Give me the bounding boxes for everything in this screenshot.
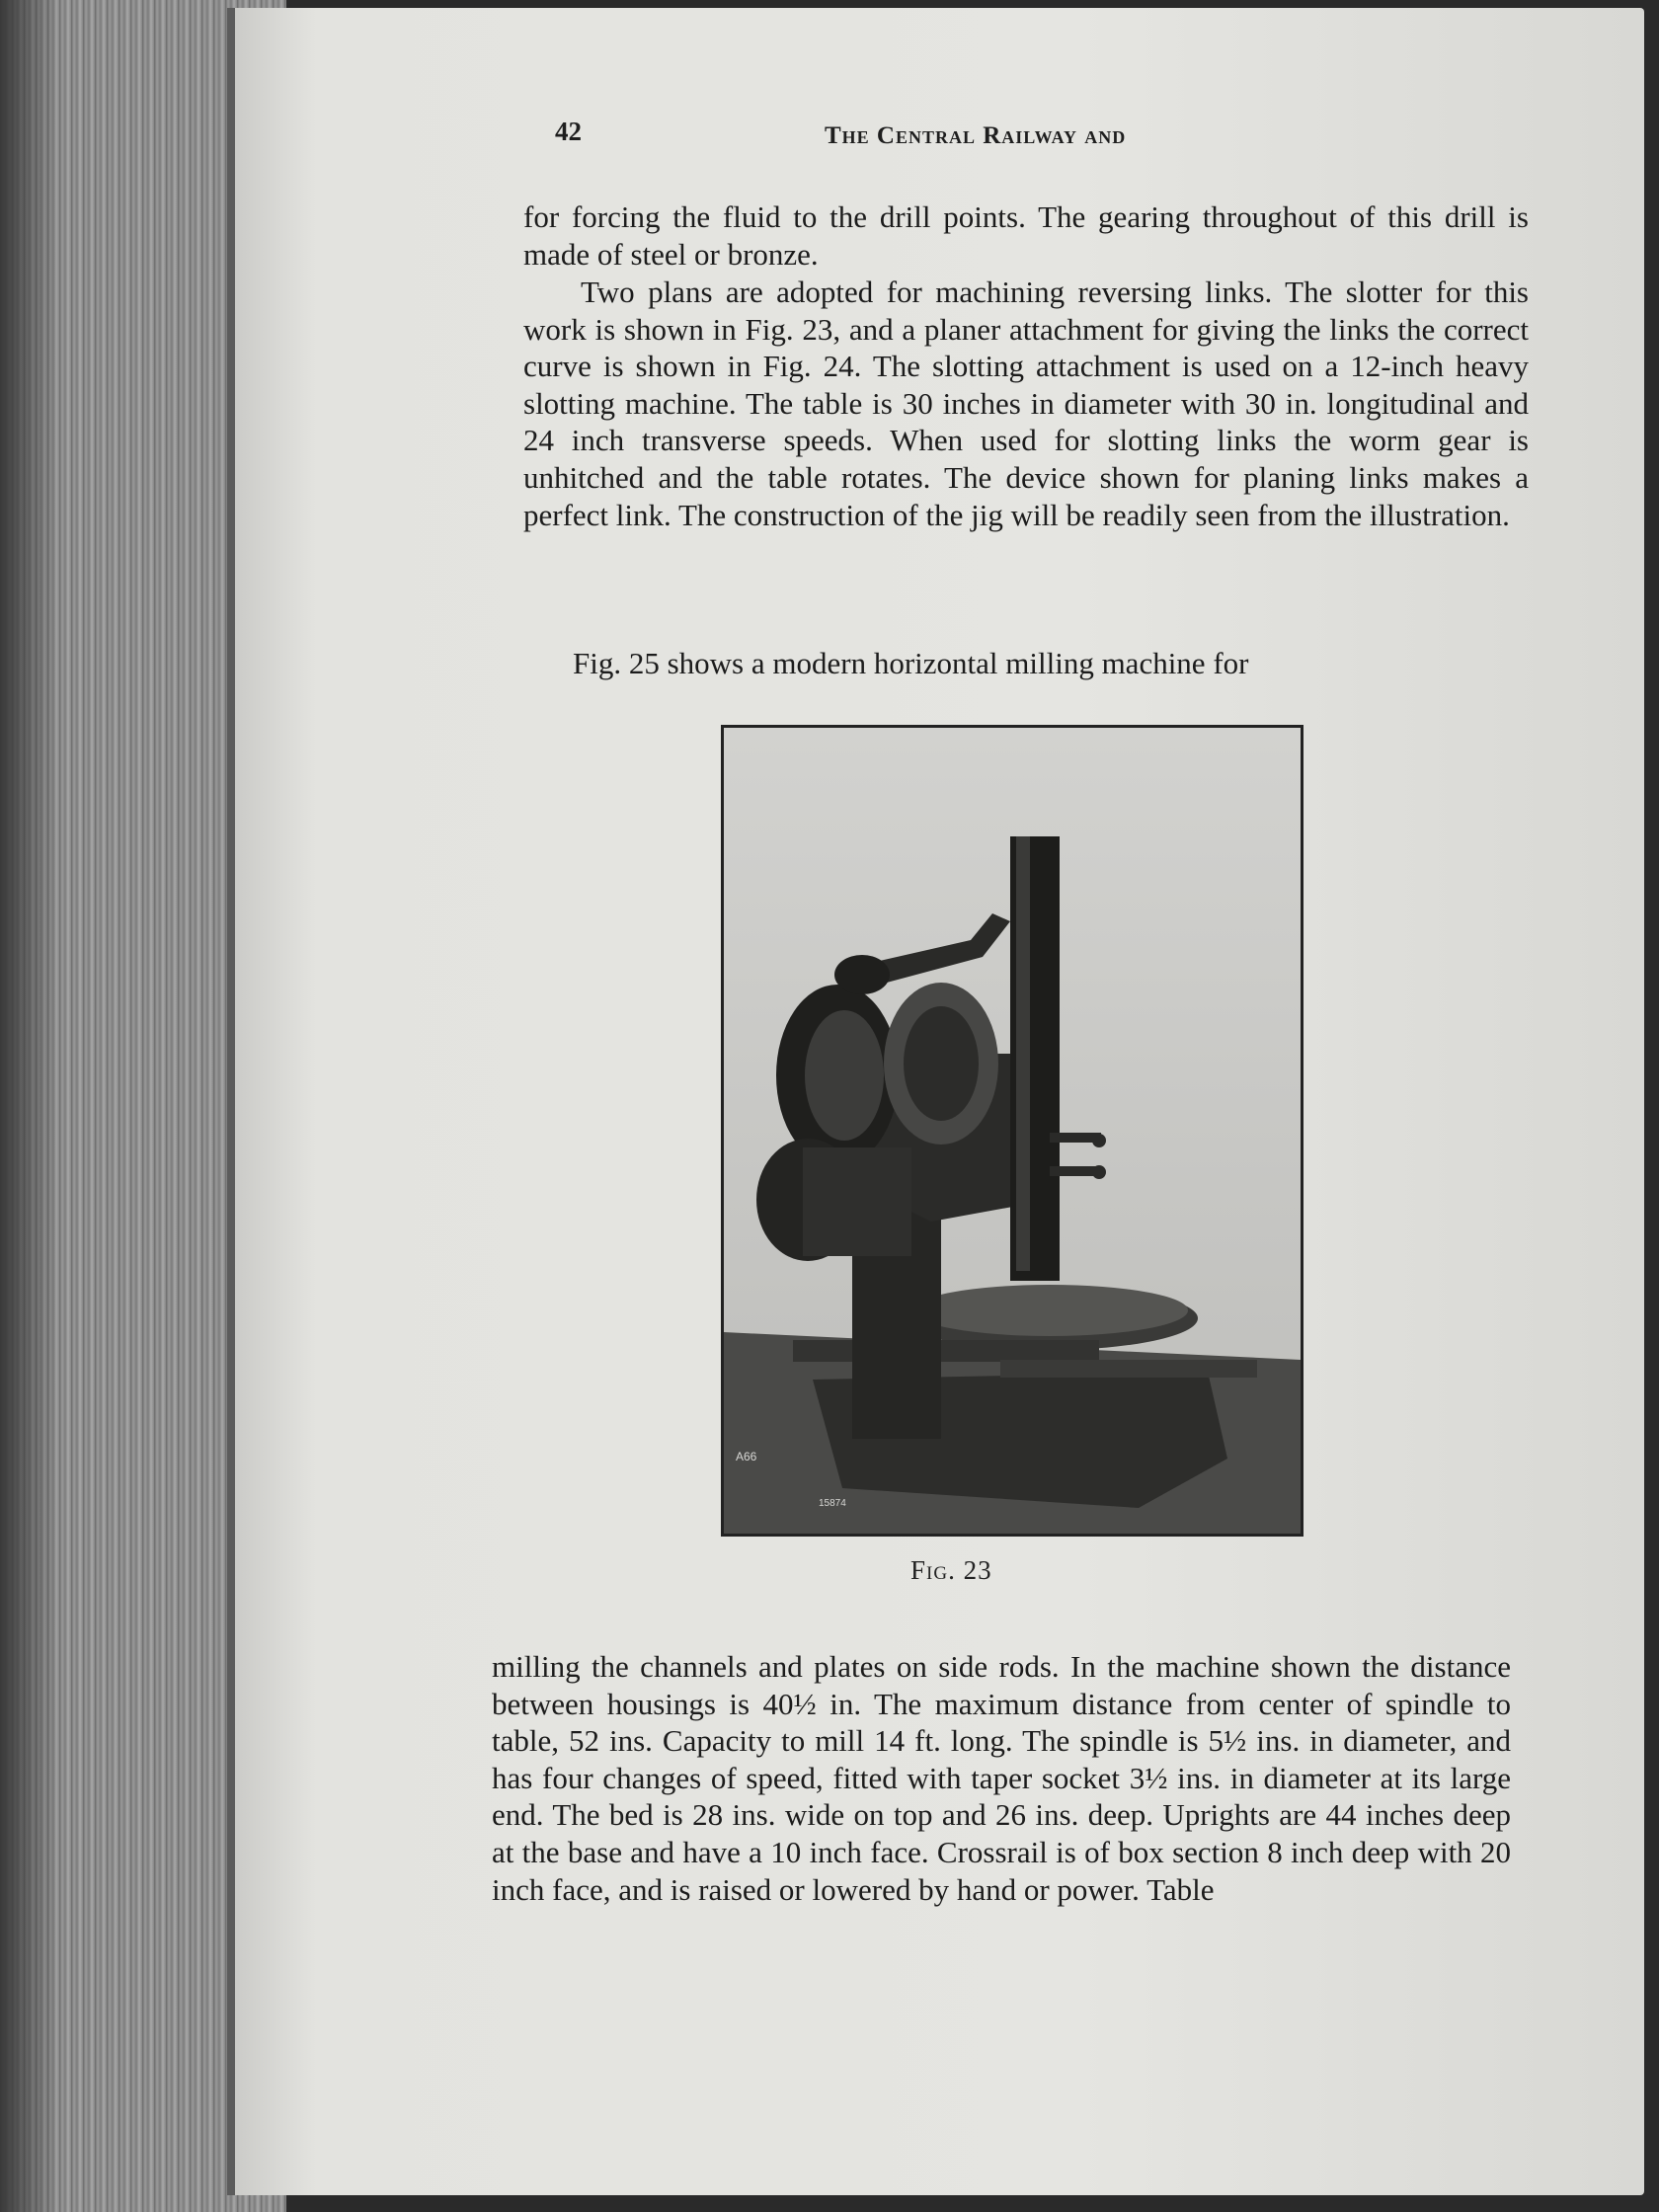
body-paragraph-3: Fig. 25 shows a modern horizontal milling machine for [573, 646, 1249, 680]
slotting-machine-illustration [724, 728, 1301, 1534]
page-number: 42 [555, 117, 582, 146]
running-head: The Central Railway and [825, 122, 1127, 149]
body-paragraph-1: for forcing the fluid to the drill points. The gearing throughout of this drill is made of steel or bronze. [523, 199, 1529, 272]
book-edge-shadow [0, 0, 59, 2212]
figure-caption: Fig. 23 [910, 1555, 992, 1585]
plate-mark-left: A66 [736, 1450, 757, 1463]
body-paragraph-2: Two plans are adopted for machining reversing links. The slotter for this work is shown in Fig. 23, and a planer attachment for giving the links the correct curve is shown in Fig. 24. The slotting attachment is used on a 12-inch heavy slotting machine. The table is 30 inches in diameter with 30 in. longitudinal and 24 inch transverse speeds. When used for slotting links the worm gear is unhitched and the table rotates. The device shown for planing links makes a perfect link. The construction of the jig will be readily seen from the illustration. [523, 275, 1529, 532]
body-paragraph-4: milling the channels and plates on side rods. In the machine shown the distance between housings is 40½ in. The maximum distance from center of spindle to table, 52 ins. Capacity to mill 14 ft. long. The spindle is 5½ ins. in diameter, and has four changes of speed, fitted with taper socket 3½ ins. in diameter at its large end. The bed is 28 ins. wide on top and 26 ins. deep. Uprights are 44 inches deep at the base and have a 10 inch face. Crossrail is of box section 8 inch deep with 20 inch face, and is raised or lowered by hand or power. Table [492, 1649, 1511, 1907]
plate-mark-number: 15874 [819, 1498, 846, 1509]
page-gutter [227, 8, 235, 2195]
figure-photo-slotting-machine [721, 725, 1304, 1537]
